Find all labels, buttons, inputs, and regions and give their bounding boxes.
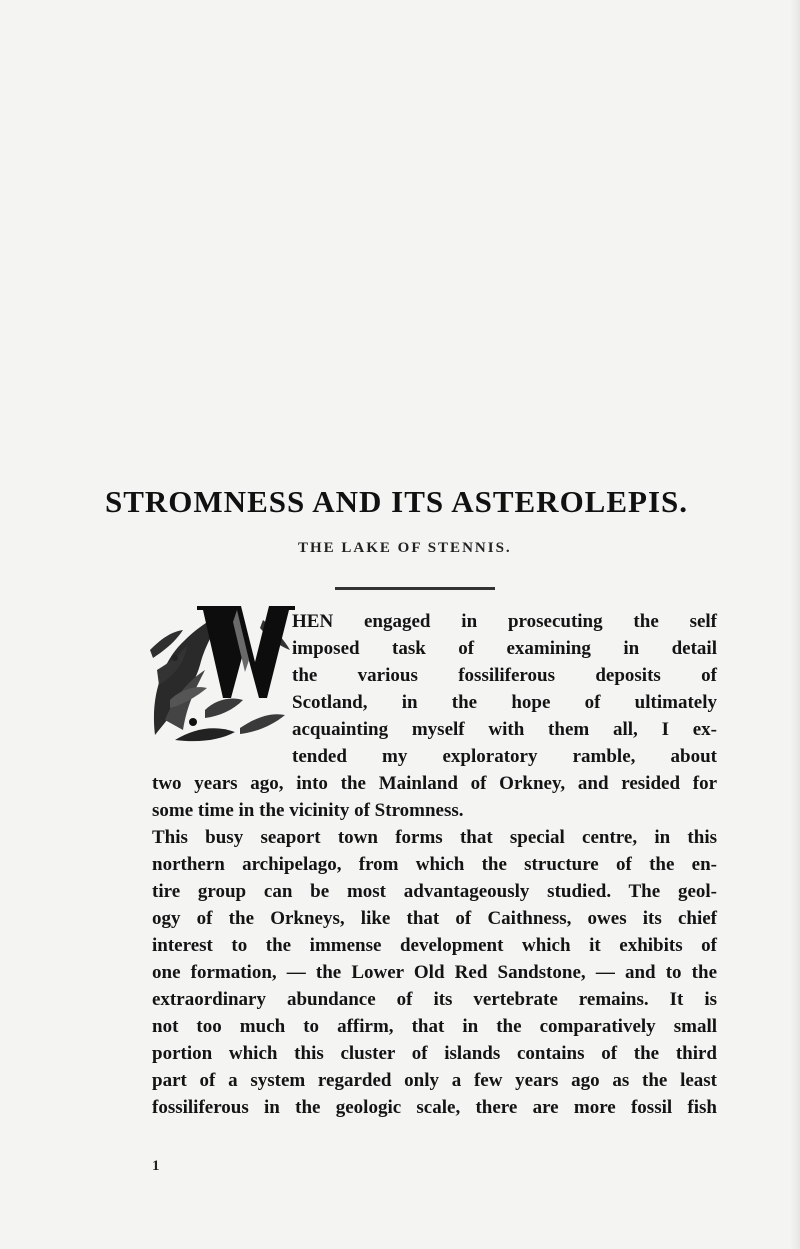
text-line-5: acquainting myself with them all, I ex- [292, 719, 717, 740]
text-line-10: northern archipelago, from which the structure of the en- [152, 854, 717, 875]
chapter-subtitle: THE LAKE OF STENNIS. [298, 540, 512, 556]
text-line-19: fossiliferous in the geologic scale, there are more fossil fish [152, 1097, 717, 1118]
text-line-16: not too much to affirm, that in the comparatively small [152, 1016, 717, 1037]
text-line-18: part of a system regarded only a few years ago as the least [152, 1070, 717, 1091]
text-line-8: some time in the vicinity of Stromness. [152, 800, 464, 821]
page-edge-shadow [790, 0, 800, 1249]
text-line-3: the various fossiliferous deposits of [292, 665, 717, 686]
text-line-14: one formation, — the Lower Old Red Sandstone, — and to the [152, 962, 717, 983]
text-line-17: portion which this cluster of islands contains of the third [152, 1043, 717, 1064]
text-line-15: extraordinary abundance of its vertebrate remains. It is [152, 989, 717, 1010]
text-line-9: This busy seaport town forms that special centre, in this [152, 827, 717, 848]
text-line-1: HEN engaged in prosecuting the self [292, 611, 717, 632]
chapter-title: STROMNESS AND ITS ASTEROLEPIS. [105, 484, 689, 519]
text-line-7: two years ago, into the Mainland of Orkney, and resided for [152, 773, 717, 794]
signature-mark: 1 [152, 1158, 160, 1174]
text-line-13: interest to the immense development which it exhibits of [152, 935, 717, 956]
text-line-6: tended my exploratory ramble, about [292, 746, 717, 767]
title-rule [335, 587, 495, 590]
text-line-12: ogy of the Orkneys, like that of Caithness, owes its chief [152, 908, 717, 929]
ornamental-dropcap-icon [145, 600, 295, 745]
text-line-4: Scotland, in the hope of ultimately [292, 692, 717, 713]
text-line-11: tire group can be most advantageously studied. The geol- [152, 881, 717, 902]
text-line-2: imposed task of examining in detail [292, 638, 717, 659]
dropcap-w-icon [145, 600, 295, 745]
